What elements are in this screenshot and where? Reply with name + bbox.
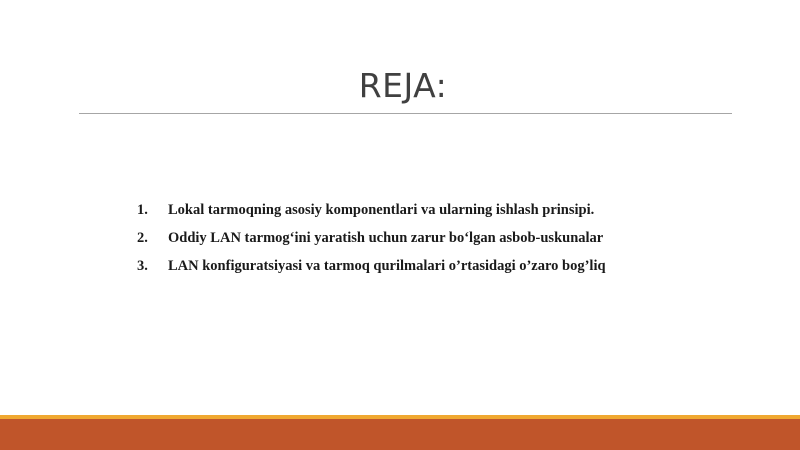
agenda-item-text: LAN konfiguratsiyasi va tarmoq qurilmalari o’rtasidagi o’zaro bog’liq: [168, 258, 606, 274]
title-divider: [79, 113, 732, 114]
footer-accent-band: [0, 419, 800, 450]
agenda-item-number: 1.: [137, 202, 148, 218]
agenda-item-number: 2.: [137, 230, 148, 246]
agenda-item-text: Oddiy LAN tarmog‘ini yaratish uchun zarur bo‘lgan asbob-uskunalar: [168, 230, 604, 246]
slide-title: REJA:: [358, 66, 448, 105]
agenda-item-number: 3.: [137, 258, 148, 274]
agenda-item-text: Lokal tarmoqning asosiy komponentlari va ularning ishlash prinsipi.: [168, 202, 595, 218]
